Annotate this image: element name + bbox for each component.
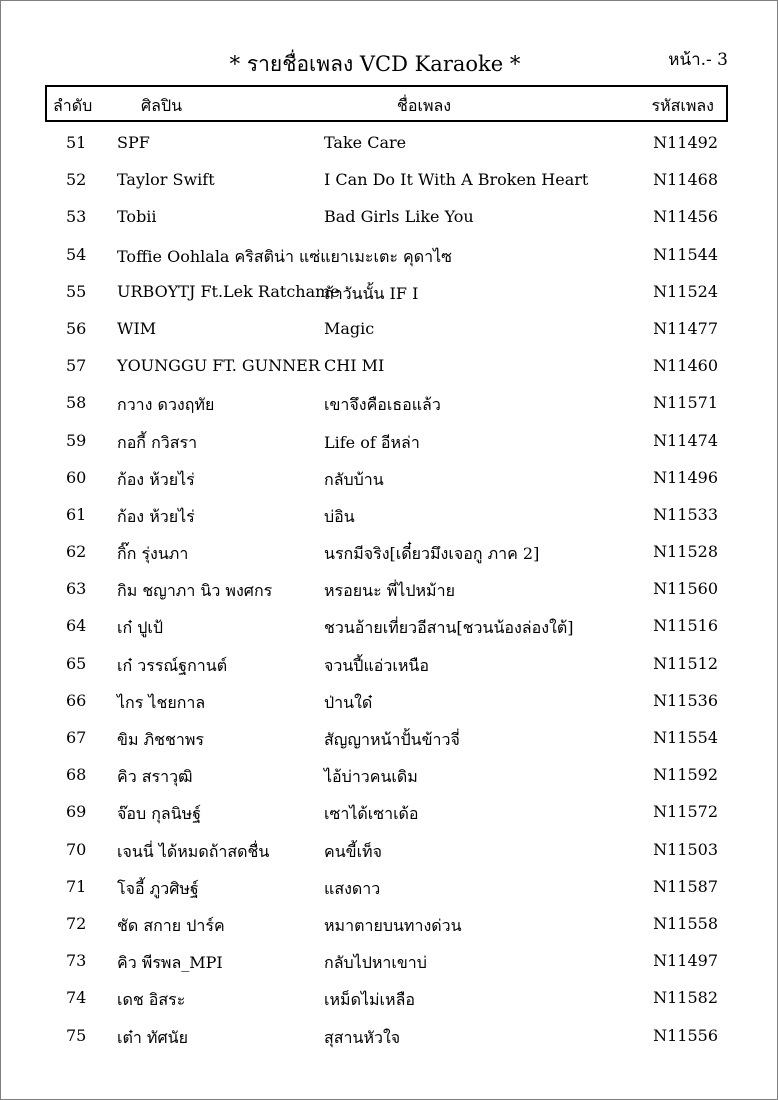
table-row — [0, 757, 778, 794]
row-artist: กิ๊ก รุ่งนภา — [117, 544, 189, 564]
row-number: 52 — [66, 170, 87, 190]
row-number: 70 — [66, 839, 87, 859]
row-song: เขาจึงคือเธอแล้ว — [324, 395, 441, 415]
row-number: 73 — [66, 951, 87, 971]
row-song: ถ้าวันนั้น IF I — [324, 283, 419, 303]
table-row — [0, 608, 778, 645]
row-code: N11560 — [653, 579, 718, 599]
row-song: จวนปี้แอ่วเหนือ — [324, 655, 429, 675]
row-artist: ชัด สกาย ปาร์ค — [117, 915, 225, 935]
row-number: 68 — [66, 765, 87, 785]
row-number: 74 — [66, 988, 87, 1008]
row-code: N11492 — [653, 133, 718, 152]
row-number: 71 — [66, 876, 87, 896]
row-song: คนขี้เท็จ — [324, 841, 382, 861]
row-code: N11524 — [653, 281, 718, 301]
row-song: Life of อีหล่า — [324, 432, 420, 452]
row-song: บ่อิน — [324, 506, 355, 526]
table-row — [0, 274, 778, 311]
row-song: นรกมีจริง[เดี๋ยวมึงเจอกู ภาค 2] — [324, 544, 540, 564]
table-row — [0, 906, 778, 943]
column-header — [45, 85, 728, 122]
row-number: 51 — [66, 133, 87, 152]
row-artist: กวาง ดวงฤทัย — [117, 395, 215, 415]
row-song: Bad Girls Like You — [324, 207, 474, 227]
table-row — [0, 980, 778, 1017]
row-artist: URBOYTJ Ft.Lek Ratchame — [117, 281, 340, 301]
row-artist: เดช อิสระ — [117, 990, 186, 1010]
row-song: เหม็ดไม่เหลือ — [324, 990, 415, 1010]
table-row — [0, 720, 778, 757]
row-code: N11474 — [653, 430, 718, 450]
row-number: 67 — [66, 728, 87, 747]
row-code: N11496 — [653, 467, 718, 487]
row-code: N11468 — [653, 170, 718, 190]
row-code: N11503 — [653, 839, 718, 859]
row-code: N11456 — [653, 207, 718, 227]
row-song: แสงดาว — [324, 878, 381, 898]
row-code: N11572 — [653, 802, 718, 822]
row-artist: จ๊อบ กุลนิษฐ์ — [117, 804, 202, 824]
row-artist: Toffie Oohlala คริสติน่า แซ่แยาเมะเตะ คุดาไซ — [117, 246, 452, 266]
table-row — [0, 646, 778, 683]
table-row — [0, 794, 778, 831]
row-artist: SPF — [117, 133, 150, 152]
row-song: กลับไปหาเขาบ่ — [324, 953, 427, 973]
row-number: 53 — [66, 207, 87, 227]
table-row — [0, 943, 778, 980]
row-code: N11587 — [653, 876, 718, 896]
row-artist: คิว พีรพล_MPI — [117, 953, 223, 973]
page-title: * รายชื่อเพลง VCD Karaoke * — [229, 52, 521, 76]
row-code: N11497 — [653, 951, 718, 971]
row-code: N11556 — [653, 1025, 718, 1045]
row-song: เซาได้เซาเด้อ — [324, 804, 419, 824]
table-row — [0, 125, 778, 162]
table-row — [0, 571, 778, 608]
table-row — [0, 311, 778, 348]
row-code: N11533 — [653, 504, 718, 524]
row-artist: ก้อง ห้วยไร่ — [117, 506, 195, 526]
table-row — [0, 423, 778, 460]
row-number: 56 — [66, 318, 87, 338]
row-number: 60 — [66, 467, 87, 487]
row-song: สุสานหัวใจ — [324, 1027, 401, 1047]
row-song: CHI MI — [324, 356, 385, 376]
row-code: N11544 — [653, 244, 718, 264]
table-row — [0, 869, 778, 906]
row-code: N11512 — [653, 653, 718, 673]
table-row — [0, 199, 778, 236]
row-number: 57 — [66, 356, 87, 376]
row-code: N11571 — [653, 393, 718, 413]
row-song: สัญญาหน้าปั้นข้าวจี่ — [324, 730, 460, 749]
row-song: หมาตายบนทางด่วน — [324, 915, 462, 935]
row-code: N11554 — [653, 728, 718, 747]
table-row — [0, 385, 778, 422]
row-song: I Can Do It With A Broken Heart — [324, 170, 589, 190]
row-song: หรอยนะ พี่ไปหม้าย — [324, 581, 455, 601]
column-header-code: รหัสเพลง — [651, 96, 714, 115]
table-row — [0, 832, 778, 869]
row-number: 59 — [66, 430, 87, 450]
column-header-no: ลำดับ — [53, 96, 93, 115]
row-number: 61 — [66, 504, 87, 524]
row-code: N11536 — [653, 690, 718, 710]
row-code: N11516 — [653, 616, 718, 636]
row-code: N11558 — [653, 913, 718, 933]
table-row — [0, 237, 778, 274]
row-artist: YOUNGGU FT. GUNNER — [117, 356, 320, 376]
row-artist: Tobii — [117, 207, 157, 227]
row-artist: กิม ชญาภา นิว พงศกร — [117, 581, 273, 601]
row-song: ชวนอ้ายเที่ยวอีสาน[ชวนน้องล่องใต้] — [324, 618, 574, 638]
row-artist: เต๋า ทัศนัย — [117, 1027, 188, 1047]
row-code: N11460 — [653, 356, 718, 376]
row-number: 55 — [66, 281, 87, 301]
row-song: ป่านใด๋ — [324, 692, 373, 712]
table-row — [0, 460, 778, 497]
row-number: 62 — [66, 542, 87, 562]
row-number: 64 — [66, 616, 87, 636]
row-song: Magic — [324, 318, 375, 338]
row-artist: ก้อง ห้วยไร่ — [117, 469, 195, 489]
row-code: N11592 — [653, 765, 718, 785]
song-list — [0, 125, 778, 1055]
row-number: 65 — [66, 653, 87, 673]
row-number: 54 — [66, 244, 87, 264]
row-artist: กอกี้ กวิสรา — [117, 432, 198, 452]
row-artist: โจอี้ ภูวศิษฐ์ — [117, 878, 199, 898]
page-number: หน้า.- 3 — [668, 50, 728, 70]
row-song: Take Care — [324, 133, 407, 152]
column-header-artist: ศิลปิน — [141, 96, 183, 115]
row-artist: ขิม ภิชชาพร — [117, 730, 204, 749]
row-artist: เก๋ ปูเป้ — [117, 618, 164, 638]
row-artist: เจนนี่ ได้หมดถ้าสดชื่น — [117, 841, 270, 861]
row-artist: WIM — [117, 318, 157, 338]
row-code: N11582 — [653, 988, 718, 1008]
column-header-song: ชื่อเพลง — [397, 96, 452, 115]
row-song: ไอ้บ่าวคนเดิม — [324, 767, 418, 787]
row-artist: คิว สราวุฒิ — [117, 767, 193, 787]
row-number: 66 — [66, 690, 87, 710]
table-row — [0, 162, 778, 199]
row-number: 63 — [66, 579, 87, 599]
row-number: 72 — [66, 913, 87, 933]
row-artist: เก๋ วรรณ์ฐกานต์ — [117, 655, 228, 675]
row-number: 58 — [66, 393, 87, 413]
row-song: กลับบ้าน — [324, 469, 384, 489]
row-code: N11477 — [653, 318, 718, 338]
row-number: 69 — [66, 802, 87, 822]
table-row — [0, 534, 778, 571]
table-row — [0, 497, 778, 534]
table-row — [0, 683, 778, 720]
table-row — [0, 348, 778, 385]
row-artist: Taylor Swift — [117, 170, 215, 190]
table-row — [0, 1018, 778, 1055]
row-number: 75 — [66, 1025, 87, 1045]
row-artist: ไกร ไชยกาล — [117, 692, 206, 712]
row-code: N11528 — [653, 542, 718, 562]
